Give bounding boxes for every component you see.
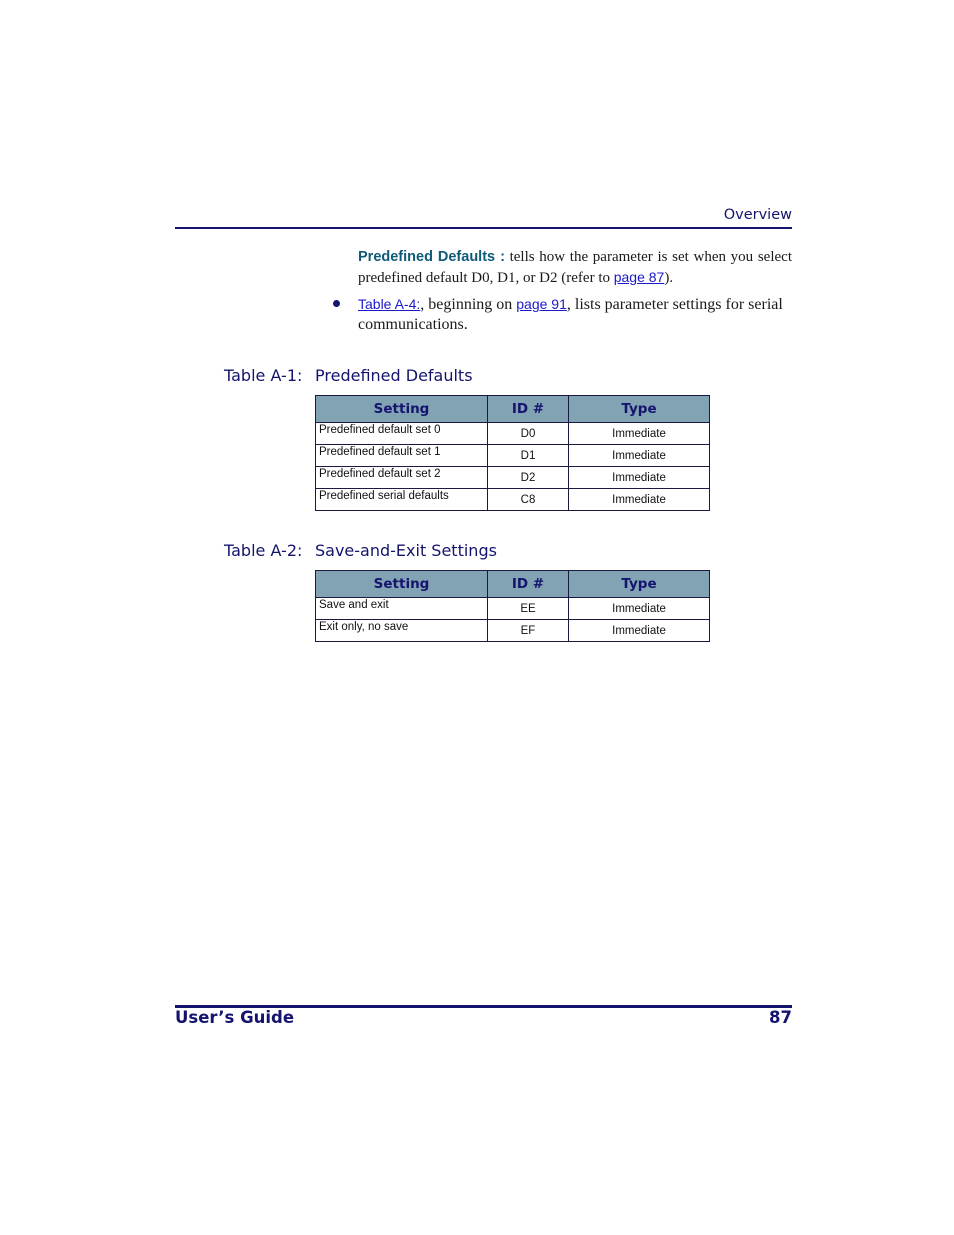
predefined-defaults-paragraph	[358, 247, 792, 288]
table-a2-caption	[224, 541, 497, 560]
table-a4-link[interactable]: Table A-4:	[358, 296, 421, 312]
running-header-section: Overview	[723, 207, 792, 223]
table-row	[316, 598, 710, 620]
cell-setting: Save and exit	[316, 598, 488, 620]
table-row	[316, 423, 710, 445]
column-header-setting: Setting	[316, 571, 488, 598]
paragraph-text-end: ).	[664, 270, 674, 286]
cell-id: D2	[488, 467, 569, 489]
cell-type: Immediate	[569, 598, 710, 620]
column-header-type: Type	[569, 396, 710, 423]
column-header-type: Type	[569, 571, 710, 598]
table-title: Predefined Defaults	[315, 366, 473, 385]
table-row	[316, 445, 710, 467]
table-a1-caption	[224, 366, 473, 385]
cell-id: EE	[488, 598, 569, 620]
cell-setting: Predefined default set 1	[316, 445, 488, 467]
table-row	[316, 620, 710, 642]
cell-id: D0	[488, 423, 569, 445]
cell-id: C8	[488, 489, 569, 511]
footer-title: User’s Guide	[175, 1008, 295, 1027]
cell-type: Immediate	[569, 620, 710, 642]
cell-type: Immediate	[569, 423, 710, 445]
cell-type: Immediate	[569, 467, 710, 489]
page-91-link[interactable]: page 91	[516, 296, 567, 312]
table-row	[316, 489, 710, 511]
table-number: Table A-2:	[224, 541, 303, 560]
term-label: Predefined Defaults :	[358, 249, 505, 265]
cell-id: D1	[488, 445, 569, 467]
table-row	[316, 467, 710, 489]
page-87-link[interactable]: page 87	[613, 269, 665, 285]
column-header-id: ID #	[488, 396, 569, 423]
paragraph-text: tells how the parameter is set when you select predefined default D0, D1, or D2 (refer to	[358, 249, 792, 286]
cell-id: EF	[488, 620, 569, 642]
header-rule	[175, 227, 792, 229]
cell-setting: Predefined serial defaults	[316, 489, 488, 511]
column-header-setting: Setting	[316, 396, 488, 423]
column-header-id: ID #	[488, 571, 569, 598]
page-number: 87	[769, 1008, 792, 1027]
bullet-text-2: , lists parameter settings for serial communications.	[358, 296, 783, 333]
bullet-icon	[333, 300, 340, 307]
bullet-item	[358, 294, 792, 335]
table-number: Table A-1:	[224, 366, 303, 385]
cell-setting: Predefined default set 0	[316, 423, 488, 445]
save-and-exit-table	[315, 570, 710, 642]
bullet-text-1: , beginning on	[420, 296, 517, 313]
cell-setting: Exit only, no save	[316, 620, 488, 642]
cell-type: Immediate	[569, 489, 710, 511]
table-title: Save-and-Exit Settings	[315, 541, 497, 560]
cell-type: Immediate	[569, 445, 710, 467]
predefined-defaults-table	[315, 395, 710, 511]
cell-setting: Predefined default set 2	[316, 467, 488, 489]
